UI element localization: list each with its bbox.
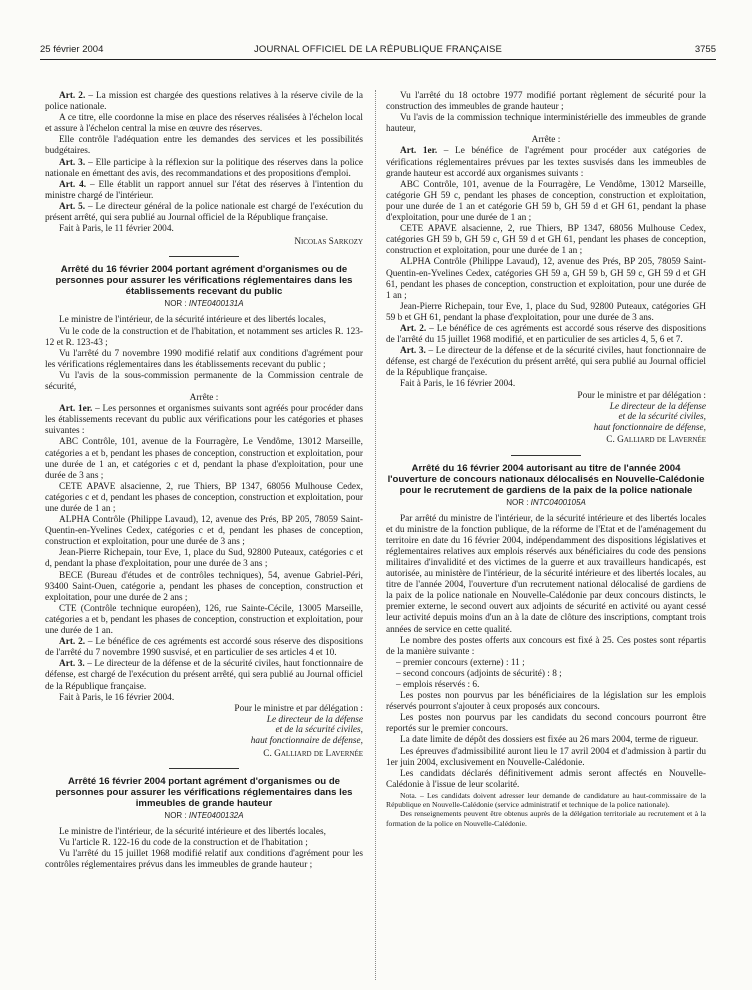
list-item: – premier concours (externe) : 11 ; — [396, 657, 525, 668]
agreement-item: CETE APAVE alsacienne, 2, rue Thiers, BP 1347, 68056 Mulhouse Cedex, catégories c et d, pendant les phases de conception, construction et exploitation, pour une durée de 1 an ; — [45, 481, 363, 514]
agreement-item: CTE (Contrôle technique européen), 126, rue Sainte-Cécile, 13005 Marseille, catégories a et b, pendant les phases de conception, construction et exploitation, pour une durée de 1 an. — [45, 603, 363, 637]
article-paragraph: Art. 3. – Le directeur de la défense et de la sécurité civiles, haut fonctionnaire de défense, est chargé de l'exécution du présent arrêté, qui sera publié au Journal officiel de la République française. — [386, 346, 706, 379]
separator — [511, 455, 581, 456]
nor-reference: NOR : INTE0400132A — [164, 810, 244, 820]
paragraph: Les candidats déclarés définitivement admis seront affectés en Nouvelle-Calédonie à l'issue de leur scolarité. — [386, 768, 706, 790]
list-item: – second concours (adjoints de sécurité) : 8 ; — [396, 668, 562, 679]
signature: C. Galliard de Lavernée — [606, 435, 706, 446]
visa: Vu l'article R. 122-16 du code de la construction et de l'habitation ; — [59, 837, 308, 848]
arrete-heading: Arrête : — [189, 393, 219, 404]
decree-title: Arrêté du 16 février 2004 portant agrément d'organismes ou de personnes pour assurer les vérifications réglementaires dans les établissements recevant du public — [55, 264, 353, 298]
article-paragraph: Art. 3. – Elle participe à la réflexion sur la politique des réserves dans la police nationale en émettant des avis, des recommandations et des propositions d'emploi. — [45, 157, 363, 179]
agreement-item: Jean-Pierre Richepain, tour Eve, 1, place du Sud, 92800 Puteaux, catégories GH 59 b et GH 61, pendant la phase d'exploitation, pour une durée de 3 ans. — [386, 301, 706, 323]
delegation-line: Pour le ministre et par délégation : — [234, 703, 363, 714]
signature: Nicolas Sarkozy — [294, 237, 363, 248]
separator — [169, 768, 239, 769]
nor-reference: NOR : INTC0400105A — [506, 497, 586, 507]
done-line: Fait à Paris, le 16 février 2004. — [400, 379, 516, 390]
left-column — [45, 91, 363, 871]
paragraph: Les épreuves d'admissibilité auront lieu le 17 avril 2004 et d'admission à partir du 1er juin 2004, exclusivement en Nouvelle-Calédonie. — [386, 746, 706, 768]
visa: Le ministre de l'intérieur, de la sécurité intérieure et des libertés locales, — [59, 826, 326, 837]
paragraph: Les postes non pourvus par les bénéficiaires de la législation sur les emplois réservés pourront s'ajouter à ceux proposés aux concours. — [386, 691, 706, 713]
visa: Vu l'arrêté du 18 octobre 1977 modifié portant règlement de sécurité pour la construction des immeubles de grande hauteur ; — [386, 91, 706, 113]
done-line: Fait à Paris, le 16 février 2004. — [59, 692, 175, 703]
separator — [169, 256, 239, 257]
delegation-line: Pour le ministre et par délégation : — [577, 390, 706, 401]
agreement-item: Jean-Pierre Richepain, tour Eve, 1, place du Sud, 92800 Puteaux, catégories c et d, pendant la phase d'exploitation, pour une durée de 3 ans ; — [45, 548, 363, 570]
decree-intro: Par arrêté du ministre de l'intérieur, de la sécurité intérieure et des libertés locales et du ministre de la fonction publique, de la réforme de l'Etat et de l'aménagement du territoire en date du 16 février 2004, indépendamment des dispositions législatives et réglementaires relatives aux emplois réservés aux bénéficiaires du code des pensions militaires d'invalidité et des victimes de la guerre et aux travailleurs handicapés, est autorisée, au ministère de l'intérieur, de la sécurité intérieure et des libertés locales, au titre de l'année 2004, l'ouverture d'un recrutement national délocalisé de gardiens de la paix de la police nationale en Nouvelle-Calédonie par deux concours distincts, le premier externe, le second ouvert aux adjoints de sécurité en activité ou ayant cessé leur activité depuis moins d'un an à la date de clôture des inscriptions, comptant trois années de service en cette qualité. — [386, 513, 706, 635]
note: Nota. – Les candidats doivent adresser leur demande de candidature au haut-commissaire de la République en Nouvelle-Calédonie (service administratif et technique de la police nationale). — [386, 790, 706, 810]
agreement-item: ABC Contrôle, 101, avenue de la Fourragère, Le Vendôme, 13012 Marseille, catégorie GH 59 c, pendant les phases de conception, construction et exploitation, pour une durée de 1 an et catégorie GH 59 b, GH 59 d et GH 61, pendant la phase d'exploitation, pour une durée de 1 an ; — [386, 179, 706, 224]
column-divider — [375, 90, 377, 980]
nor-reference: NOR : INTE0400131A — [164, 299, 244, 309]
delegate-title: Le directeur de la défense et de la sécurité civiles, haut fonctionnaire de défense, — [593, 401, 706, 433]
agreement-item: ALPHA Contrôle (Philippe Lavaud), 12, avenue des Prés, BP 205, 78059 Saint-Quentin-en-Yvelines Cedex, catégories GH 59 a, GH 59 b, GH 59 c, GH 59 d et GH 61, pendant les phases de conception, construction et exploitation, pour une durée de 1 an ; — [386, 257, 706, 301]
visa: Vu l'arrêté du 15 juillet 1968 modifié relatif aux conditions d'agrément pour les contrôles réglementaires prévus dans les immeubles de grande hauteur ; — [45, 848, 363, 871]
paragraph: La date limite de dépôt des dossiers est fixée au 26 mars 2004, terme de rigueur. — [400, 735, 699, 746]
article-paragraph: Art. 1er. – Les personnes et organismes suivants sont agréés pour procéder dans les établissements recevant du public aux vérifications pour les catégories et phases suivantes : — [45, 404, 363, 437]
article-paragraph: Elle contrôle l'adéquation entre les demandes des services et les possibilités budgétaires. — [45, 135, 363, 157]
article-paragraph: Art. 4. – Elle établit un rapport annuel sur l'état des réserves à l'intention du ministre chargé de l'intérieur. — [45, 179, 363, 201]
decree-title: Arrêté du 16 février 2004 autorisant au titre de l'année 2004 l'ouverture de concours nationaux délocalisés en Nouvelle-Calédonie pour le recrutement de gardiens de la paix de la police nationale — [387, 462, 705, 496]
decree-title: Arrêté 16 février 2004 portant agrément d'organismes ou de personnes pour assurer les vérifications réglementaires dans les immeubles de grande hauteur — [55, 775, 353, 809]
agreement-item: ABC Contrôle, 101, avenue de la Fourragère, Le Vendôme, 13012 Marseille, catégories a et b, pendant les phases de conception, construction et exploitation, pour une durée de 1 an, et catégories c et d, pendant la phase d'exploitation, pour une durée de 3 ans ; — [45, 437, 363, 481]
article-paragraph: Art. 2. – Le bénéfice de ces agréments est accordé sous réserve des dispositions de l'arrêté du 7 novembre 1990 susvisé, et en particulier de ses articles 4 et 10. — [45, 637, 363, 659]
article-paragraph: Art. 5. – Le directeur général de la police nationale est chargé de l'exécution du présent arrêté, qui sera publié au Journal officiel de la République française. — [45, 201, 363, 224]
visa: Vu l'arrêté du 7 novembre 1990 modifié relatif aux conditions d'agrément pour les vérifications réglementaires dans les établissements recevant du public ; — [45, 348, 363, 370]
header-date: 25 février 2004 — [40, 44, 104, 55]
page-header — [40, 44, 716, 58]
signature: C. Galliard de Lavernée — [263, 748, 363, 759]
visa: Vu l'avis de la commission technique interministérielle des immeubles de grande hauteur, — [386, 113, 706, 135]
article-paragraph: Art. 3. – Le directeur de la défense et de la sécurité civiles, haut fonctionnaire de défense, est chargé de l'exécution du présent arrêté, qui sera publié au Journal officiel de la République française. — [45, 659, 363, 692]
article-paragraph: Art. 2. – Le bénéfice de ces agréments est accordé sous réserve des dispositions de l'arrêté du 15 juillet 1968 modifié, et en particulier de ses articles 4, 5, 6 et 7. — [386, 323, 706, 346]
arrete-heading: Arrête : — [531, 135, 561, 146]
posts-paragraph: Le nombre des postes offerts aux concours est fixé à 25. Ces postes sont répartis de la manière suivante : — [386, 635, 706, 657]
article-paragraph: Art. 2. – La mission est chargée des questions relatives à la réserve civile de la police nationale. — [45, 91, 364, 113]
list-item: – emplois réservés : 6. — [396, 680, 480, 690]
agreement-item: ALPHA Contrôle (Philippe Lavaud), 12, avenue des Prés, BP 205, 78059 Saint-Quentin-en-Yvelines Cedex, catégories c et d, pendant les phases de conception, construction et exploitation, pour une durée de 3 ans ; — [45, 515, 363, 548]
article-paragraph: A ce titre, elle coordonne la mise en place des réserves réalisées à l'échelon local et assure à l'échelon central la mise en œuvre des réserves. — [45, 113, 363, 135]
delegate-title: Le directeur de la défense et de la sécurité civiles, haut fonctionnaire de défense, — [250, 714, 363, 746]
paragraph: Les postes non pourvus par les candidats du second concours pourront être reportés sur le premier concours. — [386, 713, 706, 735]
page-number: 3755 — [694, 44, 716, 55]
visa: Vu l'avis de la sous-commission permanente de la Commission centrale de sécurité, — [45, 370, 363, 392]
right-column — [386, 91, 706, 828]
visa: Le ministre de l'intérieur, de la sécurité intérieure et des libertés locales, — [59, 315, 326, 326]
header-rule — [40, 59, 716, 60]
done-line: Fait à Paris, le 11 février 2004. — [59, 224, 174, 235]
article-paragraph: Art. 1er. – Le bénéfice de l'agrément pour procéder aux catégories de vérifications réglementaires prévues par les textes susvisés dans les immeubles de grande hauteur est accordé aux organismes suivants : — [386, 146, 706, 179]
journal-title: JOURNAL OFFICIEL DE LA RÉPUBLIQUE FRANÇAISE — [253, 44, 503, 55]
agreement-item: BECE (Bureau d'études et de contrôles techniques), 54, avenue Gabriel-Péri, 93400 Saint-Ouen, catégorie a, pendant les phases de conception, construction et exploitation, pour une durée de 2 ans ; — [45, 570, 363, 603]
agreement-item: CETE APAVE alsacienne, 2, rue Thiers, BP 1347, 68056 Mulhouse Cedex, catégories GH 59 b, GH 59 c, GH 59 d et GH 61, pendant les phases de conception, construction et exploitation, pour une durée de 1 an ; — [386, 224, 706, 257]
note: Des renseignements peuvent être obtenus auprès de la délégation territoriale au recrutement et à la formation de la police en Nouvelle-Calédonie. — [386, 809, 706, 828]
visa: Vu le code de la construction et de l'habitation, et notamment ses articles R. 123-12 et R. 123-43 ; — [45, 326, 363, 348]
